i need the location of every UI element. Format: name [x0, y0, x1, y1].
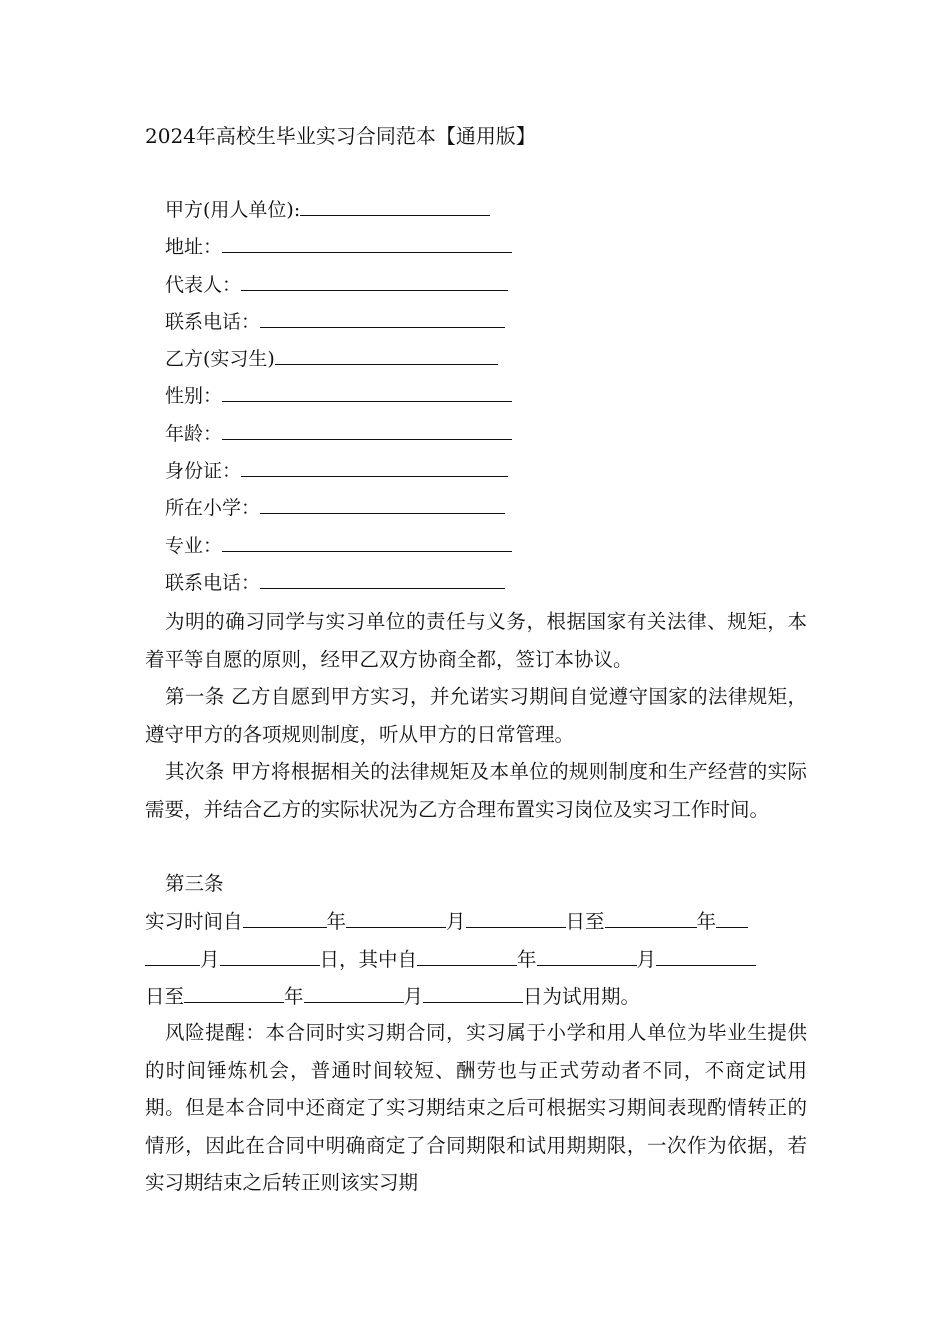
phone-b-label: 联系电话：: [165, 572, 261, 594]
end-month-blank-b[interactable]: [145, 947, 200, 966]
phone-b-blank[interactable]: [260, 570, 505, 589]
address-field: [165, 234, 512, 260]
representative-field: [165, 272, 508, 298]
start-day-blank[interactable]: [466, 909, 566, 928]
start-month-blank[interactable]: [346, 909, 446, 928]
probation-start-month-blank[interactable]: [537, 947, 637, 966]
id-card-field: [165, 458, 508, 484]
risk-reminder-paragraph: 风险提醒：本合同时实习期合同，实习属于小学和用人单位为毕业生提供的时间锤炼机会，普通时间较短、酬劳也与正式劳动者不同，不商定试用期。但是本合同中还商定了实习期结束之后可根据实习期间表现酌情转正的情形，因此在合同中明确商定了合同期限和试用期期限，一次作为依据，若实习期结束之后转正则该实习期: [145, 1021, 807, 1194]
major-field: [165, 533, 512, 559]
article-2-paragraph: 其次条 甲方将根据相关的法律规矩及本单位的规则制度和生产经营的实际需要，并结合乙方的实际状况为乙方合理布置实习岗位及实习工作时间。: [145, 760, 807, 821]
year-label: 年: [517, 947, 537, 971]
address-blank[interactable]: [222, 234, 512, 253]
end-year-blank[interactable]: [605, 909, 697, 928]
school-field: [165, 495, 505, 521]
representative-label: 代表人：: [165, 274, 242, 296]
year-label: 年: [326, 910, 347, 933]
school-blank[interactable]: [260, 495, 505, 514]
phone-a-blank[interactable]: [260, 309, 505, 328]
school-label: 所在小学：: [165, 497, 261, 519]
phone-b-field: [165, 570, 505, 596]
start-year-blank[interactable]: [243, 909, 327, 928]
id-card-blank[interactable]: [241, 458, 508, 477]
month-label: 月: [636, 947, 657, 971]
month-label: 月: [200, 947, 220, 971]
probation-label: 日为试用期。: [523, 985, 641, 1008]
intro-paragraph: 为明的确习同学与实习单位的责任与义务，根据国家有关法律、规矩，本着平等自愿的原则，经甲乙双方协商全都，签订本协议。: [145, 610, 807, 671]
representative-blank[interactable]: [241, 272, 508, 291]
document-title: 2024年高校生毕业实习合同范本【通用版】: [145, 124, 536, 148]
party-a-label: 甲方(用人单位):: [165, 199, 301, 221]
month-label: 月: [446, 910, 466, 933]
probation-end-month-blank[interactable]: [304, 984, 404, 1003]
phone-a-label: 联系电话：: [165, 311, 261, 333]
age-blank[interactable]: [222, 421, 512, 440]
day-to-label: 日至: [565, 910, 605, 933]
probation-start-day-blank[interactable]: [656, 947, 756, 966]
end-month-blank-a[interactable]: [716, 909, 748, 928]
gender-field: [165, 383, 512, 409]
probation-end-year-blank[interactable]: [184, 984, 284, 1003]
end-day-blank[interactable]: [220, 947, 320, 966]
gender-blank[interactable]: [222, 383, 512, 402]
party-a-blank[interactable]: [300, 197, 490, 216]
day-to-label: 日至: [145, 985, 185, 1008]
address-label: 地址：: [165, 236, 223, 258]
year-label: 年: [284, 985, 304, 1008]
article-3-dates: [145, 903, 807, 1016]
age-label: 年龄：: [165, 423, 223, 445]
party-b-field: [165, 346, 498, 372]
gender-label: 性别：: [165, 385, 223, 407]
month-label: 月: [403, 985, 424, 1008]
party-a-field: [165, 197, 490, 223]
article-3-heading: 第三条: [165, 872, 224, 895]
probation-from-label: 日，其中自: [319, 947, 418, 971]
probation-end-day-blank[interactable]: [423, 984, 523, 1003]
party-b-blank[interactable]: [275, 346, 498, 365]
year-label: 年: [696, 910, 717, 933]
major-label: 专业：: [165, 535, 223, 557]
id-card-label: 身份证：: [165, 460, 242, 482]
phone-a-field: [165, 309, 505, 335]
article-1-paragraph: 第一条 乙方自愿到甲方实习，并允诺实习期间自觉遵守国家的法律规矩，遵守甲方的各项规则制度，听从甲方的日常管理。: [145, 685, 807, 746]
probation-start-year-blank[interactable]: [417, 947, 517, 966]
internship-period-label: 实习时间自: [145, 910, 243, 933]
party-b-label: 乙方(实习生): [165, 348, 275, 370]
age-field: [165, 421, 512, 447]
major-blank[interactable]: [222, 533, 512, 552]
